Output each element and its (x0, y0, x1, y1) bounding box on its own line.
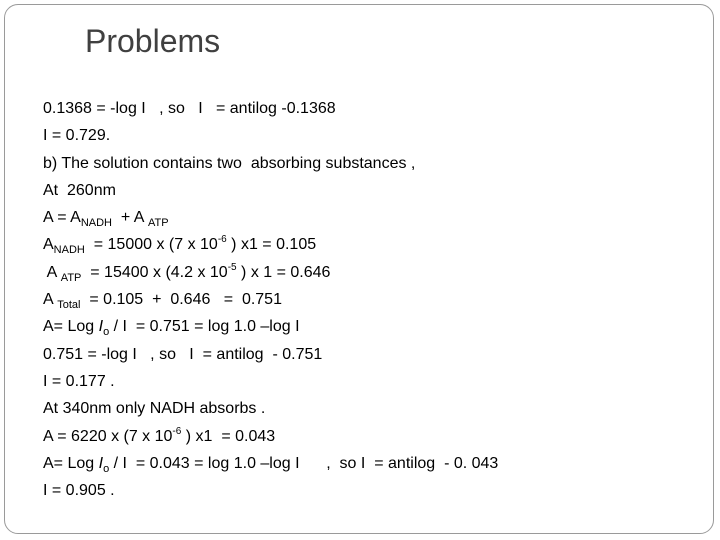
line-7-subscript: ATP (60, 271, 82, 284)
line-12: At 340nm only NADH absorbs . (43, 400, 266, 418)
line-13 (43, 423, 498, 450)
line-6-text-c: ) x1 = 0.105 (226, 236, 317, 254)
line-2: I = 0.729. (43, 127, 111, 145)
slide-body (43, 95, 498, 504)
line-7-superscript: -5 (227, 261, 237, 273)
slide (4, 4, 714, 534)
line-7-text-b: = 15400 x (4.2 x 10 (81, 263, 228, 281)
line-5-subscript-atp: ATP (148, 217, 169, 230)
line-13-text-a: A = 6220 x (7 x 10 (43, 427, 173, 445)
line-13-superscript: -6 (172, 425, 182, 437)
line-6-text-b: = 15000 x (7 x 10 (84, 236, 218, 254)
line-6-text-a: A (43, 236, 54, 254)
line-8-text-a: A (43, 291, 58, 309)
line-1: 0.1368 = -log I , so I = antilog -0.1368 (43, 100, 336, 117)
line-4: At 260nm (43, 181, 116, 199)
line-3: b) The solution contains two absorbing substances , (43, 154, 416, 172)
line-9-subscript: o (103, 326, 110, 339)
line-9-italic-i: I (98, 318, 104, 336)
line-7-text-a: A (43, 263, 61, 281)
line-15: I = 0.905 . (43, 482, 115, 500)
line-8-subscript: Total (57, 299, 81, 312)
line-8-text-b: = 0.105 + 0.646 = 0.751 (80, 291, 282, 309)
line-5-subscript-nadh: NADH (80, 217, 112, 230)
line-6 (43, 231, 498, 258)
line-7-text-c: ) x 1 = 0.646 (236, 263, 331, 281)
line-9 (43, 313, 498, 340)
line-5 (43, 204, 498, 231)
line-9-text-a: A= Log (43, 318, 99, 336)
line-8 (43, 286, 498, 313)
line-11: I = 0.177 . (43, 372, 115, 390)
line-14-italic-i: I (98, 454, 104, 472)
line-5-text-b: + A (111, 209, 149, 227)
line-6-subscript: NADH (53, 244, 85, 257)
line-14 (43, 450, 498, 477)
line-7 (43, 259, 498, 286)
line-6-superscript: -6 (217, 234, 227, 246)
slide-title: Problems (85, 23, 221, 59)
line-5-text-a: A = A (43, 209, 81, 227)
line-9-text-b: / I = 0.751 = log 1.0 –log I (109, 318, 300, 336)
line-14-text-b: / I = 0.043 = log 1.0 –log I , so I = antilog - 0. 043 (109, 454, 499, 472)
line-14-subscript: o (103, 462, 110, 475)
line-10: 0.751 = -log I , so I = antilog - 0.751 (43, 345, 323, 363)
line-14-text-a: A= Log (43, 454, 99, 472)
line-13-text-b: ) x1 = 0.043 (181, 427, 276, 445)
